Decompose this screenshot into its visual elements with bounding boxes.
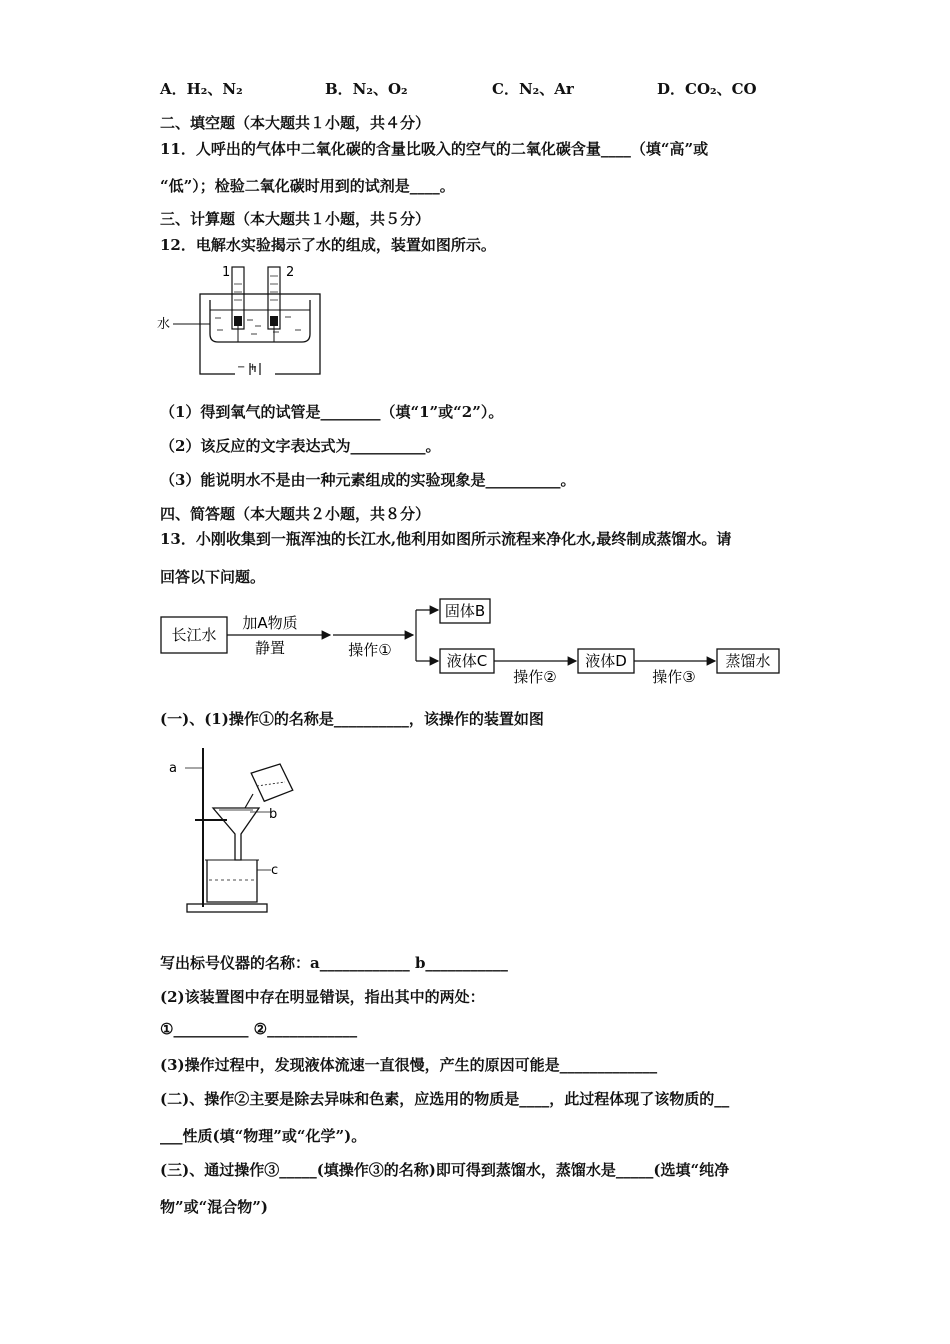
q12-part2: （2）该反应的文字表达式为__________。: [160, 437, 441, 455]
label-a: a: [169, 761, 177, 776]
flow-liquidD-text: 液体D: [585, 652, 627, 670]
flow-op1-text: 操作①: [348, 641, 392, 659]
q12-part3: （3）能说明水不是由一种元素组成的实验现象是__________。: [160, 471, 576, 489]
q13-part5: (3)操作过程中，发现液体流速一直很慢，产生的原因可能是_____________: [160, 1056, 658, 1074]
electrolysis-apparatus-figure: [155, 262, 330, 377]
label-b: b: [269, 807, 278, 822]
section-short-heading: 四、简答题（本大题共２小题，共８分）: [160, 505, 431, 523]
flow-liquidC-text: 液体C: [446, 652, 488, 670]
tube-1-label: 1: [222, 265, 231, 280]
q13-line1: 13．小刚收集到一瓶浑浊的长江水,他利用如图所示流程来净化水,最终制成蒸馏水。请: [160, 530, 732, 548]
q13-part6: (二)、操作②主要是除去异味和色素，应选用的物质是____，此过程体现了该物质的__: [160, 1090, 730, 1108]
flow-start-text: 长江水: [171, 626, 217, 644]
q13-part1: (一)、(1)操作①的名称是__________，该操作的装置如图: [160, 710, 544, 728]
q12-stem: 12．电解水实验揭示了水的组成，装置如图所示。: [160, 236, 496, 254]
flow-op2-text: 操作②: [513, 668, 557, 686]
q13-line2: 回答以下问题。: [160, 568, 266, 586]
tube-2-label: 2: [286, 265, 295, 280]
section-fill-heading: 二、填空题（本大题共１小题，共４分）: [160, 114, 431, 132]
option-b: B．N₂、O₂: [325, 80, 408, 98]
flow-solidB-text: 固体B: [444, 602, 486, 620]
option-c: C．N₂、Ar: [492, 80, 574, 98]
q13-part2: 写出标号仪器的名称：a____________ b___________: [160, 954, 508, 972]
q13-part9: 物”或“混合物”): [160, 1198, 268, 1216]
q13-part4: ①__________ ②____________: [160, 1020, 358, 1038]
option-d: D．CO₂、CO: [657, 80, 757, 98]
water-label: 水: [157, 317, 171, 332]
q13-part7: ___性质(填“物理”或“化学”)。: [160, 1127, 367, 1145]
flow-op3-text: 操作③: [652, 668, 696, 686]
q11-line2: “低”）；检验二氧化碳时用到的试剂是____。: [160, 177, 455, 195]
water-purification-flowchart: [158, 595, 788, 690]
q12-part1: （1）得到氧气的试管是________（填“1”或“2”）。: [160, 403, 504, 421]
label-c: c: [271, 863, 279, 878]
battery-label: − +: [237, 362, 257, 373]
section-calc-heading: 三、计算题（本大题共１小题，共５分）: [160, 210, 431, 228]
flow-step1a-text: 加A物质: [242, 614, 298, 632]
filtration-apparatus-figure: [165, 742, 305, 917]
option-a: A．H₂、N₂: [160, 80, 243, 98]
q13-part8: (三)、通过操作③_____(填操作③的名称)即可得到蒸馏水，蒸馏水是_____(选填“纯净: [160, 1161, 730, 1179]
q11-line1: 11．人呼出的气体中二氧化碳的含量比吸入的空气的二氧化碳含量____（填“高”或: [160, 140, 709, 158]
q13-part3: (2)该装置图中存在明显错误，指出其中的两处：: [160, 988, 485, 1006]
flow-end-text: 蒸馏水: [725, 652, 771, 670]
flow-step1b-text: 静置: [254, 639, 286, 657]
